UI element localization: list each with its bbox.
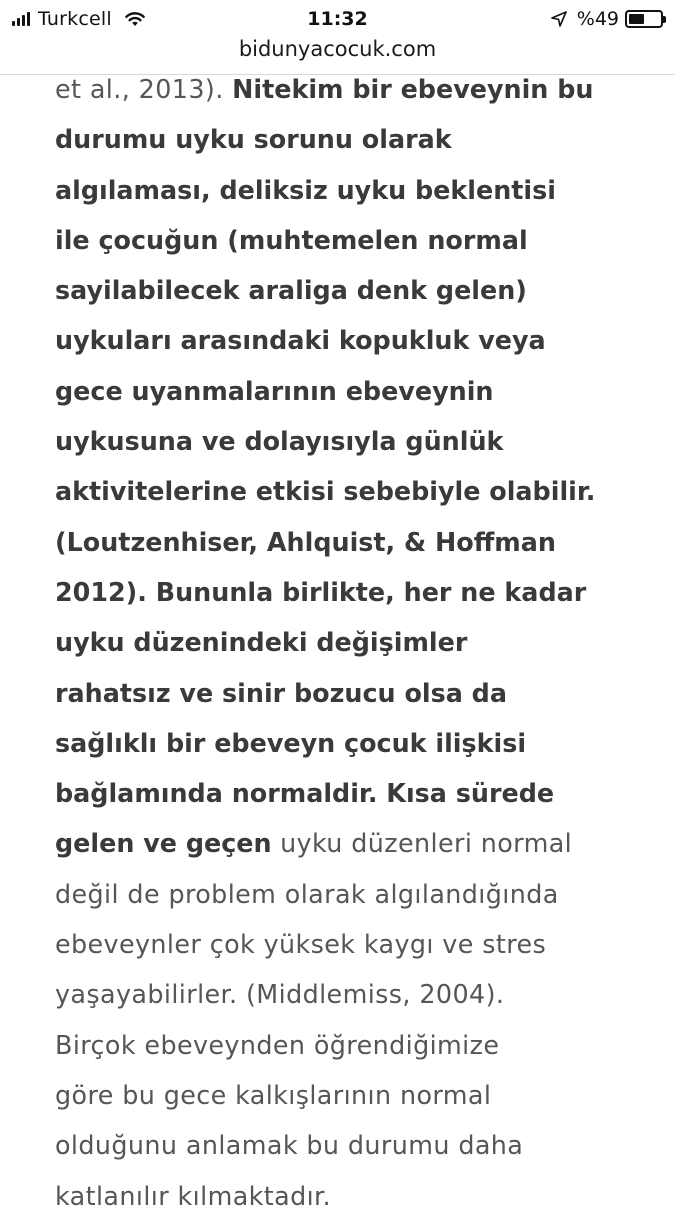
text-segment: olduğunu anlamak bu durumu daha [55,1130,524,1161]
bold-text-segment: algılaması, deliksiz uyku beklentisi [55,174,556,205]
bold-text-segment: bağlamında normaldir. Kısa sürede [55,778,555,809]
bold-text-segment: 2012). Bununla birlikte, her ne kadar [55,576,587,607]
battery-level-fill [629,14,644,24]
article-line [55,1171,655,1221]
address-bar[interactable]: bidunyacocuk.com [238,37,437,61]
battery-percent: %49 [576,8,619,30]
text-segment: değil de problem olarak algılandığında [55,878,559,909]
bold-text-segment: uykuları arasındaki kopukluk veya [55,325,546,356]
article-line [55,416,655,466]
article-line [55,617,655,667]
battery-terminal [663,16,666,23]
status-bar [0,0,675,36]
bold-text-segment: uyku düzenindeki değişimler [55,627,468,658]
bold-text-segment: Nitekim bir ebeveynin bu [232,74,594,104]
bold-text-segment: sayilabilecek araliga denk gelen) [55,275,527,306]
clock: 11:32 [307,8,368,30]
article-line [55,1020,655,1070]
article-line [55,215,655,265]
text-segment: uyku düzenleri normal [271,828,573,859]
bold-text-segment: ile çocuğun (muhtemelen normal [55,224,528,255]
article-line [55,668,655,718]
battery-icon [625,10,663,28]
carrier-name: Turkcell [38,8,112,30]
text-segment: Birçok ebeveynden öğrendiğimize [55,1029,500,1060]
bold-text-segment: aktivitelerine etkisi sebebiyle olabilir. [55,476,596,507]
article-line [55,466,655,516]
article-line [55,768,655,818]
article-line [55,1070,655,1120]
article-line [55,265,655,315]
bold-text-segment: uykusuna ve dolayısıyla günlük [55,426,504,457]
text-segment: göre bu gece kalkışlarının normal [55,1079,492,1110]
text-segment: et al., 2013). [55,74,233,104]
article-body [55,64,655,1221]
article-line [55,114,655,164]
article-line [55,969,655,1019]
article-line [55,64,655,114]
article-line [55,718,655,768]
status-right [551,6,663,32]
text-segment: ebeveynler çok yüksek kaygı ve stres [55,929,547,960]
text-segment: katlanılır kılmaktadır. [55,1180,332,1211]
article-line [55,567,655,617]
article-line [55,818,655,868]
bold-text-segment: (Loutzenhiser, Ahlquist, & Hoffman [55,526,556,557]
bold-text-segment: gece uyanmalarının ebeveynin [55,375,494,406]
article-line [55,517,655,567]
article-line [55,315,655,365]
bold-text-segment: durumu uyku sorunu olarak [55,124,452,155]
bold-text-segment: sağlıklı bir ebeveyn çocuk ilişkisi [55,727,527,758]
location-arrow-icon [551,11,567,27]
text-segment: yaşayabilirler. (Middlemiss, 2004). [55,979,505,1010]
bold-text-segment: rahatsız ve sinir bozucu olsa da [55,677,507,708]
article-line [55,869,655,919]
article-line [55,1120,655,1170]
article-line [55,919,655,969]
bold-text-segment: gelen ve geçen [55,828,272,859]
article-line [55,165,655,215]
article-line [55,366,655,416]
